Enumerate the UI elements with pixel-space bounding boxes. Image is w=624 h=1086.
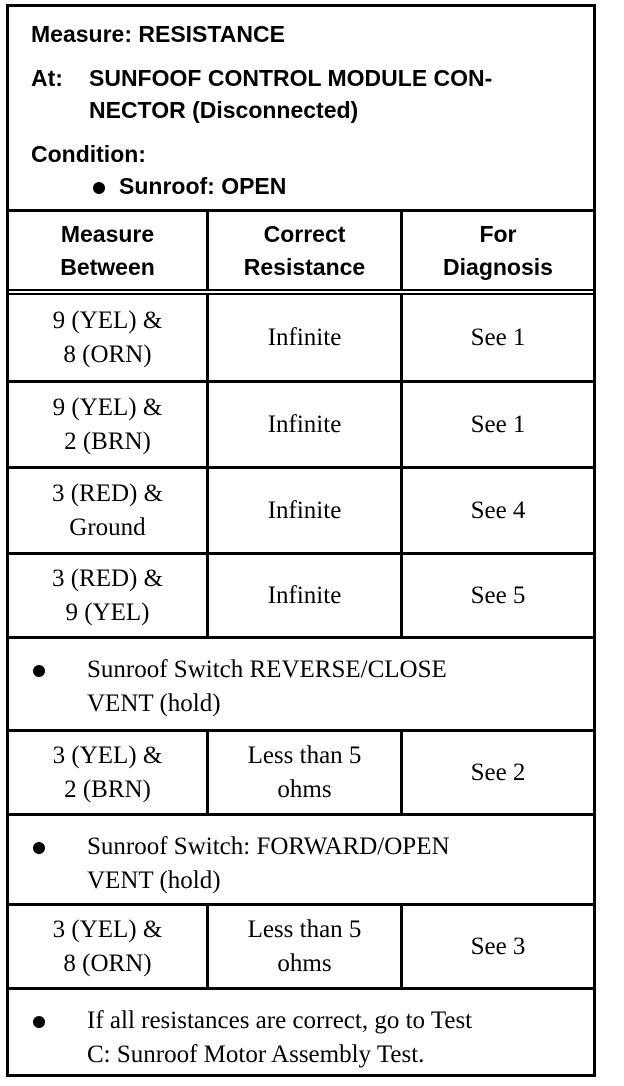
table-row <box>9 469 593 555</box>
cell-text: Infinite <box>267 323 342 351</box>
correct-resistance-cell <box>209 383 403 466</box>
table-row <box>9 555 593 639</box>
diagnosis-cell <box>403 383 593 466</box>
measure-between-cell <box>9 295 209 380</box>
condition-item <box>93 169 286 203</box>
correct-resistance-cell <box>209 732 403 813</box>
condition-label: Condition: <box>31 141 146 167</box>
cell-text: ohms <box>277 775 332 803</box>
table-row <box>9 383 593 469</box>
column-header-text: Correct <box>263 220 346 247</box>
diagnosis-cell <box>403 732 593 813</box>
measure-line <box>31 17 285 51</box>
condition-note <box>9 816 593 906</box>
cell-text: Less than 5 <box>247 741 362 769</box>
diagnosis-cell <box>403 906 593 987</box>
cell-text: See 5 <box>470 581 526 609</box>
cell-text: 9 (YEL) <box>65 598 150 626</box>
note-text: If all resistances are correct, go to Test <box>87 1007 473 1034</box>
table-row <box>9 295 593 383</box>
bullet-icon <box>93 182 105 194</box>
note-text: C: Sunroof Motor Assembly Test. <box>87 1041 425 1068</box>
note-text: VENT (hold) <box>87 690 221 717</box>
column-header-text: Measure <box>60 220 155 247</box>
note-text: Sunroof Switch: FORWARD/OPEN <box>87 833 450 860</box>
bullet-icon <box>33 665 45 677</box>
bullet-icon <box>33 1016 45 1028</box>
correct-resistance-cell <box>209 295 403 380</box>
note-text: Sunroof Switch REVERSE/CLOSE <box>87 656 447 683</box>
column-header-text: Diagnosis <box>443 253 553 280</box>
diagnosis-cell <box>403 469 593 552</box>
cell-text: 8 (ORN) <box>63 949 152 977</box>
table-header-block <box>9 7 593 212</box>
correct-resistance-cell <box>209 906 403 987</box>
table-row <box>9 732 593 816</box>
at-line-1: SUNFOOF CONTROL MODULE CON- <box>89 65 493 91</box>
cell-text: Less than 5 <box>247 915 362 943</box>
at-line-2: NECTOR (Disconnected) <box>89 97 359 123</box>
cell-text: 2 (BRN) <box>64 775 151 803</box>
column-header-correct-resistance <box>209 212 403 289</box>
cell-text: Ground <box>69 513 146 541</box>
cell-text: Infinite <box>267 496 342 524</box>
cell-text: See 3 <box>470 932 526 960</box>
cell-text: 9 (YEL) & <box>52 393 163 421</box>
cell-text: 3 (YEL) & <box>52 741 163 769</box>
diagnosis-cell <box>403 555 593 636</box>
table-row <box>9 906 593 990</box>
cell-text: 3 (RED) & <box>51 564 164 592</box>
correct-resistance-cell <box>209 469 403 552</box>
bullet-icon <box>33 842 45 854</box>
cell-text: See 4 <box>470 496 526 524</box>
column-header-text: Resistance <box>243 253 366 280</box>
cell-text: See 2 <box>470 758 526 786</box>
condition-item-text: Sunroof: OPEN <box>119 173 287 199</box>
condition-note <box>9 639 593 732</box>
column-header-measure-between <box>9 212 209 289</box>
column-header-text: For <box>479 220 517 247</box>
note-text: VENT (hold) <box>87 867 221 894</box>
condition-note <box>9 990 593 1074</box>
at-label: At: <box>31 65 63 91</box>
cell-text: 2 (BRN) <box>64 427 151 455</box>
cell-text: 3 (YEL) & <box>52 915 163 943</box>
measure-label: Measure: <box>31 21 132 47</box>
cell-text: Infinite <box>267 581 342 609</box>
measure-between-cell <box>9 555 209 636</box>
cell-text: 9 (YEL) & <box>52 306 163 334</box>
measure-value: RESISTANCE <box>138 21 285 47</box>
measure-between-cell <box>9 906 209 987</box>
column-header-row <box>9 212 593 295</box>
column-header-for-diagnosis <box>403 212 593 289</box>
measure-between-cell <box>9 383 209 466</box>
cell-text: ohms <box>277 949 332 977</box>
cell-text: See 1 <box>470 323 526 351</box>
cell-text: 8 (ORN) <box>63 340 152 368</box>
cell-text: See 1 <box>470 410 526 438</box>
measure-between-cell <box>9 732 209 813</box>
correct-resistance-cell <box>209 555 403 636</box>
measure-between-cell <box>9 469 209 552</box>
test-table <box>6 4 596 1077</box>
cell-text: 3 (RED) & <box>51 479 164 507</box>
column-header-text: Between <box>60 253 155 280</box>
diagnosis-cell <box>403 295 593 380</box>
cell-text: Infinite <box>267 410 342 438</box>
